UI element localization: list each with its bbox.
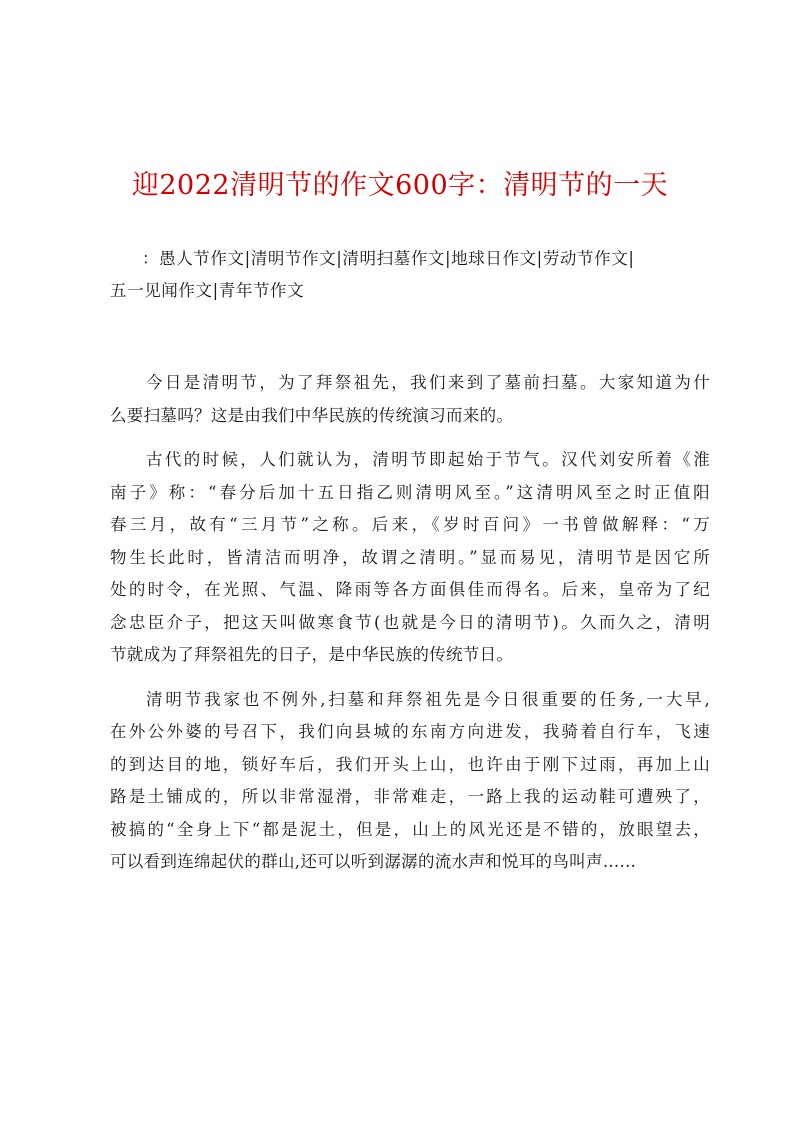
- category-tags-line: ：愚人节作文|清明节作文|清明扫墓作文|地球日作文|劳动节作文|: [142, 249, 635, 268]
- paragraph-line: 被搞的“全身上下“都是泥土，但是，山上的风光还是不错的，放眼望去，: [110, 819, 710, 839]
- paragraph-line: 的到达目的地，锁好车后，我们开头上山，也许由于刚下过雨，再加上山: [110, 754, 710, 774]
- paragraph-line: 清明节我家也不例外,扫墓和拜祭祖先是今日很重要的任务,一大早,: [146, 689, 710, 709]
- paragraph-line: 在外公外婆的号召下，我们向县城的东南方向进发，我骑着自行车，飞速: [110, 722, 710, 741]
- paragraph: [110, 684, 710, 879]
- paragraph-line: 么要扫墓吗？这是由我们中华民族的传统演习而来的。: [110, 405, 514, 425]
- paragraph-line: 可以看到连绵起伏的群山,还可以听到潺潺的流水声和悦耳的鸟叫声……: [110, 852, 637, 871]
- paragraph-line: 路是土铺成的，所以非常湿滑，非常难走，一路上我的运动鞋可遭殃了，: [110, 787, 710, 806]
- paragraph-line: 物生长此时，皆清洁而明净，故谓之清明。”显而易见，清明节是因它所: [110, 547, 710, 567]
- category-tags-line: 五一见闻作文|青年节作文: [110, 281, 305, 300]
- paragraph-line: 南子》称：“春分后加十五日指乙则清明风至。”这清明风至之时正值阳: [110, 482, 710, 502]
- category-tags: [110, 243, 710, 307]
- document-title: 迎2022清明节的作文600字：清明节的一天: [131, 170, 669, 201]
- paragraph: [110, 444, 710, 672]
- article-body: [110, 367, 710, 891]
- paragraph: [110, 367, 710, 432]
- paragraph-line: 春三月，故有“三月节”之称。后来，《岁时百问》一书曾做解释：“万: [110, 515, 710, 534]
- paragraph-line: 念忠臣介子，把这天叫做寒食节(也就是今日的清明节)。久而久之，清明: [110, 612, 710, 632]
- paragraph-line: 节就成为了拜祭祖先的日子，是中华民族的传统节日。: [110, 645, 514, 664]
- paragraph-line: 处的时令，在光照、气温、降雨等各方面俱佳而得名。后来，皇帝为了纪: [110, 580, 710, 599]
- paragraph-line: 古代的时候，人们就认为，清明节即起始于节气。汉代刘安所着《淮: [146, 450, 710, 469]
- paragraph-line: 今日是清明节，为了拜祭祖先，我们来到了墓前扫墓。大家知道为什: [146, 373, 710, 392]
